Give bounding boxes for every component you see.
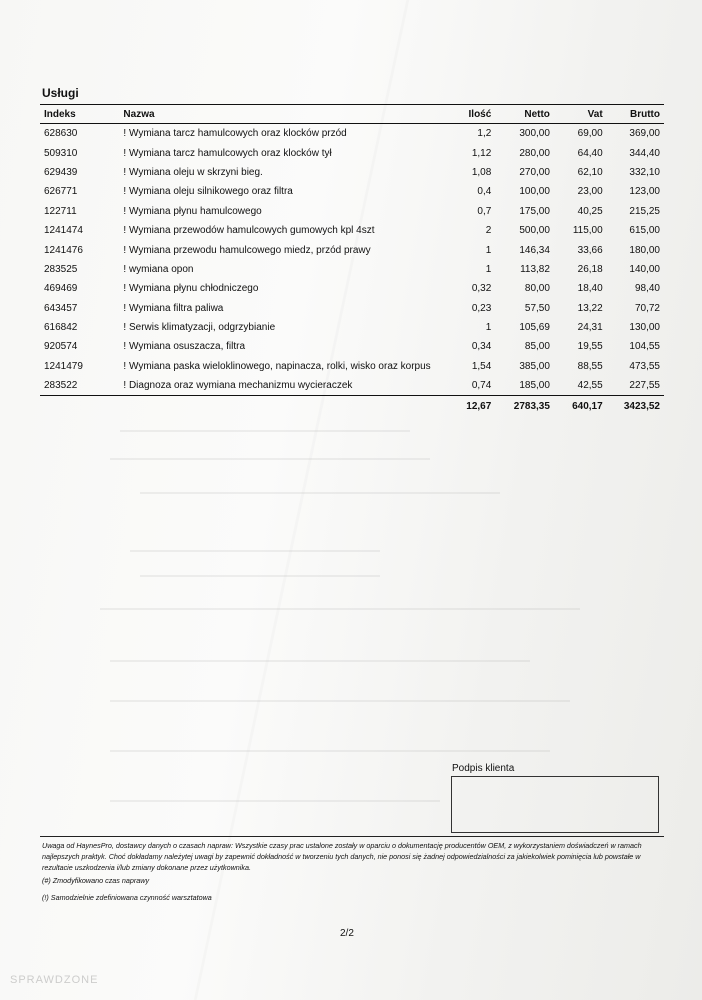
cell-quantity: 1,2 <box>477 128 492 140</box>
cell-vat: 18,40 <box>577 283 603 295</box>
table-row <box>40 221 664 240</box>
column-header-vat: Vat <box>554 105 607 124</box>
cell-netto: 146,34 <box>519 244 550 256</box>
cell-brutto: 180,00 <box>629 244 660 256</box>
table-row <box>40 337 664 356</box>
cell-index: 509310 <box>44 147 78 159</box>
cell-vat: 42,55 <box>577 380 603 392</box>
cell-netto: 500,00 <box>519 225 550 237</box>
cell-quantity: 1,54 <box>471 360 492 372</box>
cell-vat: 62,10 <box>577 166 603 178</box>
cell-index: 628630 <box>44 128 78 140</box>
bleed-through-line <box>140 575 380 577</box>
watermark: SPRAWDZONE <box>10 974 99 986</box>
cell-name: ! Wymiana płynu chłodniczego <box>123 283 259 295</box>
table-row <box>40 163 664 182</box>
cell-brutto: 130,00 <box>629 322 660 334</box>
cell-index: 1241474 <box>44 225 83 237</box>
haynespro-disclaimer: Uwaga od HaynesPro, dostawcy danych o czasach napraw: Wszystkie czasy prac ustalone zostały w oparciu o dokumentację producentów OEM, z wykorzystaniem doświadczeń w ramach najlepszych praktyk. Choć dokładamy należytej uwagi by zapewnić dokładność w tworzeniu tych danych, nie ponosi się żadnej odpowiedzialności za jakiekolwiek pominięcia lub powstałe w rezultacie uszkodzenia i/lub zmiany dokonane przez użytkownika. <box>42 841 642 872</box>
bleed-through-line <box>110 458 430 460</box>
cell-vat: 26,18 <box>577 263 603 275</box>
cell-vat: 88,55 <box>577 360 603 372</box>
cell-index: 626771 <box>44 186 78 198</box>
cell-index: 469469 <box>44 283 78 295</box>
bleed-through-line <box>110 800 440 802</box>
cell-name: ! Wymiana osuszacza, filtra <box>123 341 246 353</box>
signature-label: Podpis klienta <box>452 763 515 774</box>
cell-vat: 24,31 <box>577 322 603 334</box>
cell-brutto: 473,55 <box>629 360 660 372</box>
cell-index: 1241479 <box>44 360 83 372</box>
cell-netto: 57,50 <box>524 302 550 314</box>
cell-brutto: 615,00 <box>629 225 660 237</box>
table-row <box>40 299 664 318</box>
cell-netto: 270,00 <box>519 166 550 178</box>
cell-brutto: 104,55 <box>629 341 660 353</box>
cell-brutto: 140,00 <box>629 263 660 275</box>
cell-name: ! Wymiana paska wieloklinowego, napinacza, rolki, wisko oraz korpus <box>123 360 431 372</box>
cell-vat: 64,40 <box>577 147 603 159</box>
cell-name: ! Serwis klimatyzacji, odgrzybianie <box>123 322 276 334</box>
cell-quantity: 1,08 <box>471 166 492 178</box>
table-row <box>40 376 664 396</box>
bleed-through-line <box>110 750 550 752</box>
table-header-row <box>40 105 664 124</box>
cell-vat: 115,00 <box>572 225 603 237</box>
table-row <box>40 124 664 144</box>
cell-name: ! Wymiana filtra paliwa <box>123 302 224 314</box>
table-row <box>40 357 664 376</box>
table-row <box>40 318 664 337</box>
cell-brutto: 98,40 <box>634 283 660 295</box>
cell-brutto: 70,72 <box>634 302 660 314</box>
table-row <box>40 182 664 201</box>
section-title: Usługi <box>42 86 79 100</box>
cell-netto: 385,00 <box>519 360 550 372</box>
cell-brutto: 227,55 <box>629 380 660 392</box>
cell-netto: 85,00 <box>524 341 550 353</box>
cell-index: 283522 <box>44 380 78 392</box>
cell-name: ! wymiana opon <box>123 263 194 275</box>
cell-quantity: 0,7 <box>477 205 492 217</box>
cell-name: ! Wymiana oleju w skrzyni bieg. <box>123 166 263 178</box>
services-table <box>40 104 664 416</box>
cell-netto: 80,00 <box>524 283 550 295</box>
table-row <box>40 260 664 279</box>
cell-vat: 69,00 <box>577 128 603 140</box>
cell-name: ! Wymiana oleju silnikowego oraz filtra <box>123 186 293 198</box>
cell-name: ! Wymiana przewodów hamulcowych gumowych kpl 4szt <box>123 225 375 237</box>
cell-netto: 175,00 <box>519 205 550 217</box>
signature-box <box>451 776 659 833</box>
cell-netto: 105,69 <box>519 322 550 334</box>
cell-quantity: 0,74 <box>471 380 492 392</box>
cell-quantity: 2 <box>485 225 492 237</box>
cell-name: ! Wymiana płynu hamulcowego <box>123 205 262 217</box>
page-number: 2/2 <box>340 928 354 939</box>
cell-name: ! Diagnoza oraz wymiana mechanizmu wycieraczek <box>123 380 353 392</box>
bleed-through-line <box>130 550 380 552</box>
cell-netto: 185,00 <box>519 380 550 392</box>
cell-vat: 33,66 <box>577 244 603 256</box>
column-header-brutto: Brutto <box>607 105 664 124</box>
column-header-quantity: Ilość <box>452 105 495 124</box>
cell-vat: 13,22 <box>577 302 603 314</box>
total-vat: 640,17 <box>554 396 607 417</box>
cell-vat: 19,55 <box>577 341 603 353</box>
cell-netto: 300,00 <box>519 128 550 140</box>
table-row <box>40 202 664 221</box>
cell-name: ! Wymiana przewodu hamulcowego miedz, przód prawy <box>123 244 371 256</box>
cell-quantity: 0,32 <box>471 283 492 295</box>
cell-brutto: 215,25 <box>629 205 660 217</box>
cell-index: 629439 <box>44 166 78 178</box>
cell-brutto: 123,00 <box>629 186 660 198</box>
table-row <box>40 240 664 259</box>
totals-row <box>40 396 664 417</box>
table-row <box>40 279 664 298</box>
cell-quantity: 0,34 <box>471 341 492 353</box>
table-row <box>40 143 664 162</box>
bleed-through-line <box>100 608 580 610</box>
cell-index: 1241476 <box>44 244 83 256</box>
cell-index: 122711 <box>44 205 77 217</box>
cell-netto: 100,00 <box>519 186 550 198</box>
cell-name: ! Wymiana tarcz hamulcowych oraz klocków tył <box>123 147 332 159</box>
cell-netto: 280,00 <box>519 147 550 159</box>
cell-name: ! Wymiana tarcz hamulcowych oraz klocków przód <box>123 128 347 140</box>
column-header-name: Nazwa <box>119 105 452 124</box>
cell-quantity: 1 <box>485 322 492 334</box>
total-brutto: 3423,52 <box>607 396 664 417</box>
cell-quantity: 0,4 <box>477 186 492 198</box>
legend-custom-task: (!) Samodzielnie zdefiniowana czynność warsztatowa <box>42 893 212 902</box>
cell-index: 283525 <box>44 263 78 275</box>
table-body <box>40 124 664 396</box>
cell-index: 920574 <box>44 341 78 353</box>
total-quantity: 12,67 <box>452 396 495 417</box>
bleed-through-line <box>110 700 570 702</box>
cell-brutto: 369,00 <box>629 128 660 140</box>
cell-brutto: 332,10 <box>629 166 660 178</box>
bleed-through-line <box>110 660 530 662</box>
column-header-netto: Netto <box>495 105 554 124</box>
cell-netto: 113,82 <box>520 263 550 275</box>
cell-quantity: 1 <box>485 244 492 256</box>
totals-spacer <box>119 396 452 417</box>
cell-vat: 40,25 <box>577 205 603 217</box>
bleed-through-line <box>140 492 500 494</box>
column-header-index: Indeks <box>40 105 119 124</box>
footer-divider <box>40 836 664 837</box>
legend-modified-time: (#) Zmodyfikowano czas naprawy <box>42 876 150 885</box>
cell-quantity: 1,12 <box>471 147 492 159</box>
bleed-through-line <box>120 430 410 432</box>
cell-quantity: 1 <box>485 263 492 275</box>
cell-brutto: 344,40 <box>629 147 660 159</box>
cell-quantity: 0,23 <box>471 302 492 314</box>
cell-index: 643457 <box>44 302 78 314</box>
totals-spacer <box>40 396 119 417</box>
total-netto: 2783,35 <box>495 396 554 417</box>
cell-vat: 23,00 <box>577 186 603 198</box>
cell-index: 616842 <box>44 322 78 334</box>
